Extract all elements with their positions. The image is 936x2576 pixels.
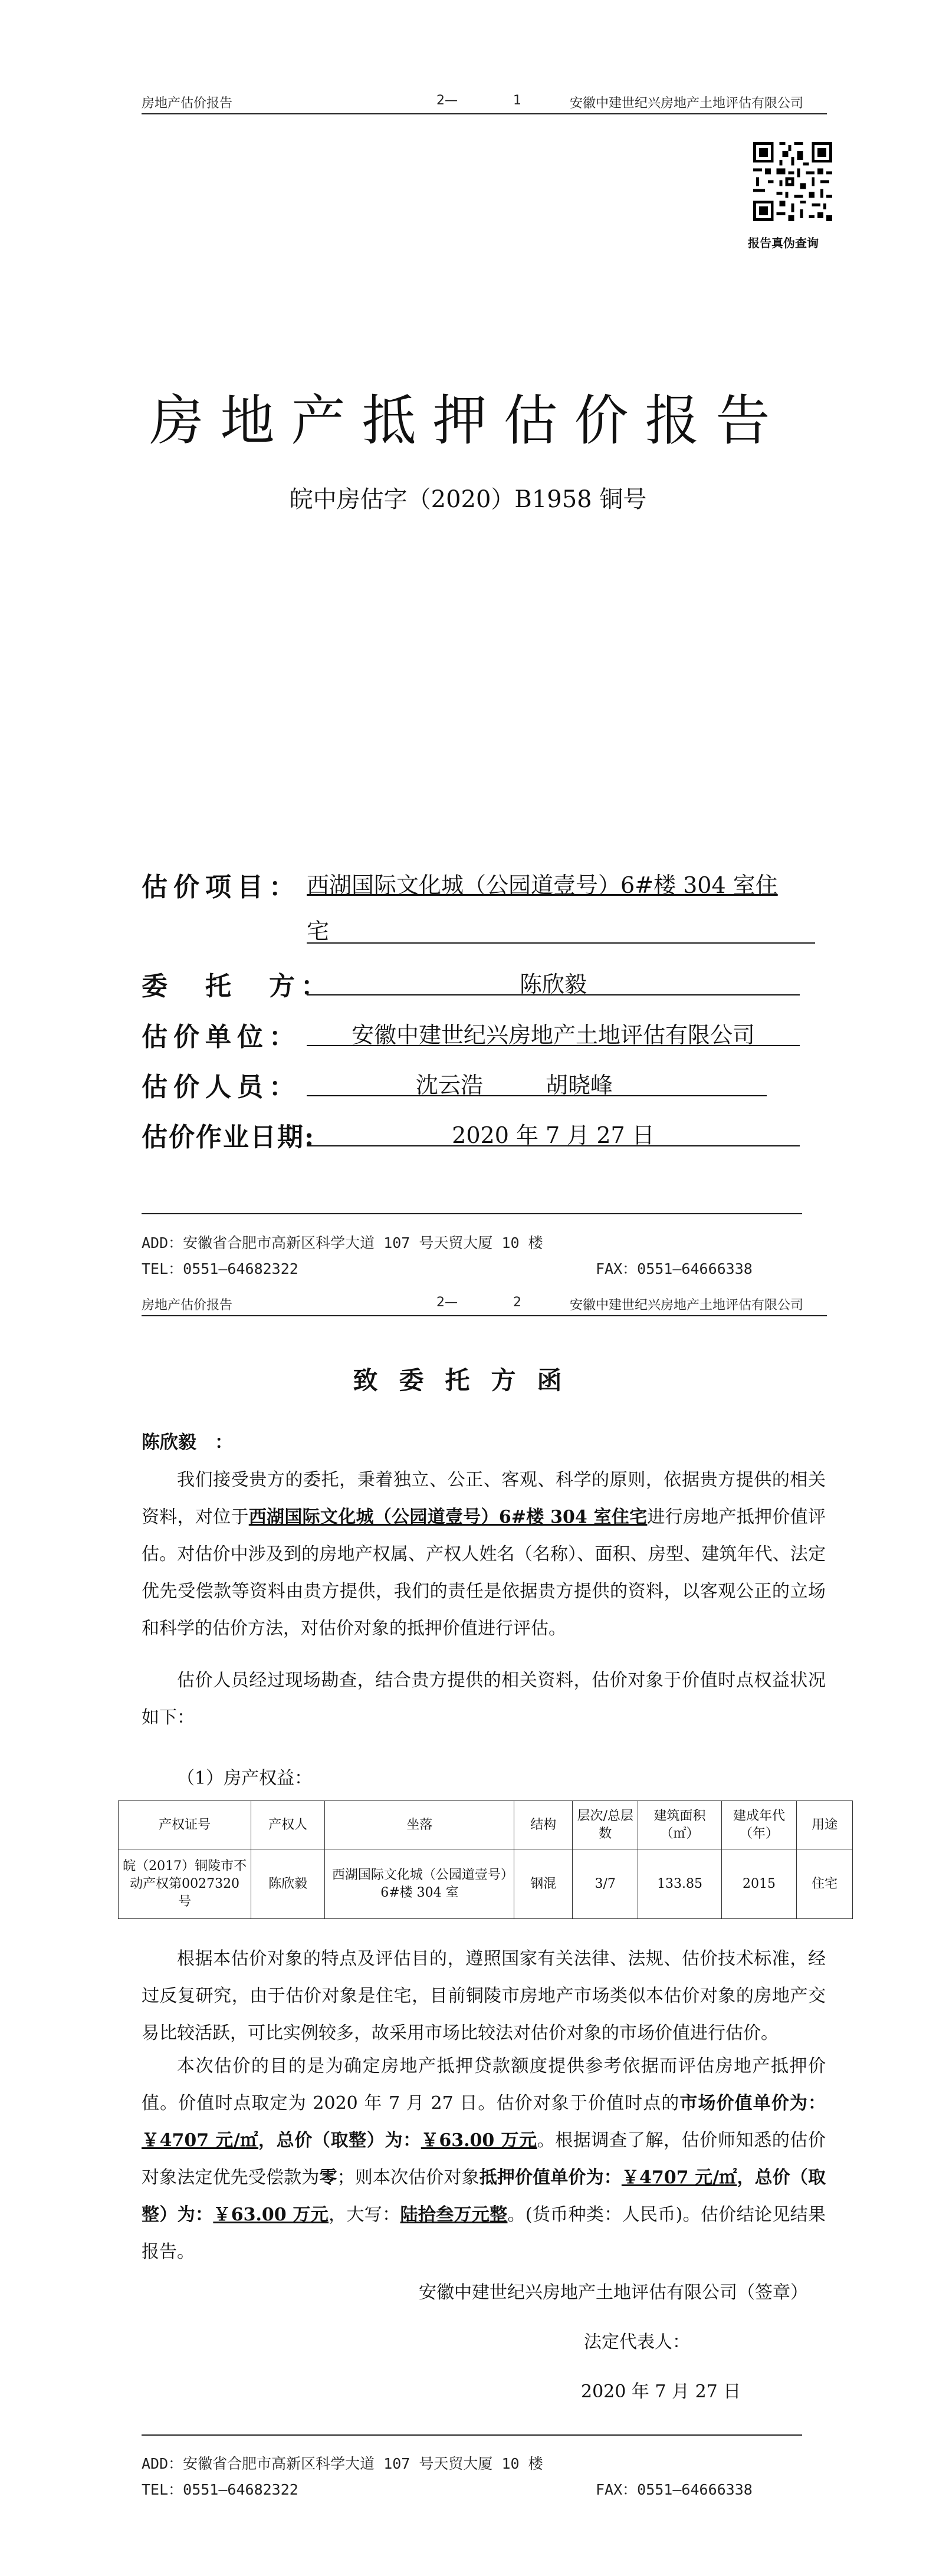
report-title: 房地产抵押估价报告 <box>149 389 787 452</box>
header-right: 安徽中建世纪兴房地产土地评估有限公司 <box>570 1298 804 1313</box>
letter-title: 致委托方函 <box>353 1366 583 1395</box>
cell-use: 住宅 <box>797 1849 853 1919</box>
signature-date: 2020 年 7 月 27 日 <box>581 2381 741 2402</box>
p4-market-total: ￥63.00 万元 <box>421 2130 537 2151</box>
signature-representative: 法定代表人： <box>584 2332 690 2352</box>
client-underline <box>307 994 800 995</box>
header-page-mark: 2— <box>436 93 458 108</box>
th-owner: 产权人 <box>251 1801 325 1849</box>
header-rule <box>142 1315 827 1316</box>
cell-floors: 3/7 <box>573 1849 638 1919</box>
qr-caption: 报告真伪查询 <box>748 236 819 250</box>
paragraph-1 <box>142 1461 826 1647</box>
cell-year: 2015 <box>721 1849 796 1919</box>
unit-value: 安徽中建世纪兴房地产土地评估有限公司 <box>351 1022 755 1048</box>
footer-rule <box>142 2434 802 2436</box>
appraiser-2: 胡晓峰 <box>546 1072 613 1098</box>
cell-location: 西湖国际文化城（公园道壹号）6#楼 304 室 <box>325 1849 514 1919</box>
table-row <box>119 1849 853 1919</box>
salutation: 陈欣毅 ： <box>142 1432 233 1453</box>
cell-area: 133.85 <box>638 1849 722 1919</box>
th-year: 建成年代（年） <box>721 1801 796 1849</box>
p4-amount-in-words: 陆拾叁万元整 <box>400 2204 508 2225</box>
header-left: 房地产估价报告 <box>142 96 233 111</box>
appraisers-underline <box>307 1095 767 1096</box>
date-label: 估价作业日期: <box>142 1122 316 1152</box>
paragraph-4 <box>142 2048 826 2271</box>
signature-company: 安徽中建世纪兴房地产土地评估有限公司（签章） <box>419 2282 808 2303</box>
footer-tel: TEL：0551—64682322 <box>142 1260 298 1277</box>
header-rule <box>142 113 827 114</box>
date-value: 2020 年 7 月 27 日 <box>452 1122 655 1148</box>
header-left: 房地产估价报告 <box>142 1298 233 1313</box>
project-label: 估价项目： <box>142 872 301 902</box>
p4-priority-amount: 零 <box>319 2167 337 2188</box>
appraiser-1: 沈云浩 <box>416 1072 484 1098</box>
th-use: 用途 <box>797 1801 853 1849</box>
project-underline <box>307 942 815 944</box>
p4-mortgage-total-label: ，总价（取整）为： <box>142 2167 826 2225</box>
para1-property: 西湖国际文化城（公园道壹号）6#楼 304 室住宅 <box>248 1507 648 1527</box>
p4-t4: ，大写： <box>329 2204 400 2225</box>
unit-underline <box>307 1045 800 1046</box>
footer-fax: FAX：0551—64666338 <box>596 2481 753 2498</box>
p4-t2: 。根据调查了解，估价师知悉的估价对象法定优先受偿款为 <box>142 2130 826 2188</box>
th-location: 坐落 <box>325 1801 514 1849</box>
unit-label: 估价单位： <box>142 1022 301 1052</box>
para1-text-a: 我们接受贵方的委托，秉着独立、公正、客观、科学的原则，依据贵方提供的相关资料，对位于 <box>142 1470 826 1527</box>
project-value-line2: 宅 <box>307 918 330 944</box>
paragraph-2: 估价人员经过现场勘查，结合贵方提供的相关资料，估价对象于价值时点权益状况如下： <box>142 1670 826 1728</box>
project-value-line1: 西湖国际文化城（公园道壹号）6#楼 304 室住 <box>307 872 778 898</box>
p4-t1: 本次估价的目的是为确定房地产抵押贷款额度提供参考依据而评估房地产抵押价值。价值时点取定为 2020 年 7 月 27 日。估价对象于价值时点的 <box>142 2056 826 2114</box>
th-floors: 层次/总层数 <box>573 1801 638 1849</box>
p4-mortgage-unit-label: 抵押价值单价为： <box>479 2167 622 2188</box>
date-underline <box>307 1145 800 1146</box>
cell-structure: 钢混 <box>514 1849 573 1919</box>
footer-fax: FAX：0551—64666338 <box>596 1260 753 1277</box>
qr-code-icon[interactable] <box>750 139 835 224</box>
p4-t5: 。(货币种类：人民币)。估价结论见结果报告。 <box>142 2204 826 2262</box>
table-caption: （1）房产权益： <box>177 1768 313 1789</box>
p4-mortgage-unit-price: ￥4707 元/㎡ <box>621 2167 737 2188</box>
client-label: 委 托 方： <box>142 971 333 1001</box>
p4-t3: ；则本次估价对象 <box>337 2167 480 2188</box>
property-table <box>118 1800 853 1919</box>
report-number: 皖中房估字（2020）B1958 铜号 <box>289 486 647 513</box>
header-right: 安徽中建世纪兴房地产土地评估有限公司 <box>570 96 804 111</box>
th-area: 建筑面积（㎡） <box>638 1801 722 1849</box>
p4-market-unit-price: ￥4707 元/㎡ <box>142 2130 259 2151</box>
footer-rule <box>142 1213 802 1214</box>
p4-market-unit-label: 市场价值单价为： <box>679 2093 826 2114</box>
th-cert: 产权证号 <box>119 1801 251 1849</box>
footer-address: ADD：安徽省合肥市高新区科学大道 107 号天贸大厦 10 楼 <box>142 2455 543 2472</box>
footer-address: ADD：安徽省合肥市高新区科学大道 107 号天贸大厦 10 楼 <box>142 1234 543 1251</box>
cell-cert: 皖（2017）铜陵市不动产权第0027320 号 <box>119 1849 251 1919</box>
header-page-mark: 2— <box>436 1295 458 1310</box>
p4-mortgage-total: ￥63.00 万元 <box>213 2204 329 2225</box>
cell-owner: 陈欣毅 <box>251 1849 325 1919</box>
p4-market-total-label: ，总价（取整）为： <box>258 2130 421 2151</box>
header-page-num: 2 <box>513 1295 521 1310</box>
client-value: 陈欣毅 <box>519 971 587 997</box>
appraisers-label: 估价人员： <box>142 1072 301 1102</box>
para1-text-c: 进行房地产抵押价值评估。对估价中涉及到的房地产权属、产权人姓名（名称）、面积、房型、建筑年代、法定优先受偿款等资料由贵方提供，我们的责任是依据贵方提供的资料，以客观公正的立场和科学的估价方法，对估价对象的抵押价值进行评估。 <box>142 1507 826 1639</box>
footer-tel: TEL：0551—64682322 <box>142 2481 298 2498</box>
table-header-row <box>119 1801 853 1849</box>
th-structure: 结构 <box>514 1801 573 1849</box>
header-page-num: 1 <box>513 93 521 108</box>
paragraph-3: 根据本估价对象的特点及评估目的，遵照国家有关法律、法规、估价技术标准，经过反复研究，由于估价对象是住宅，目前铜陵市房地产市场类似本估价对象的房地产交易比较活跃，可比实例较多，故采用市场比较法对估价对象的市场价值进行估价。 <box>142 1949 826 2043</box>
